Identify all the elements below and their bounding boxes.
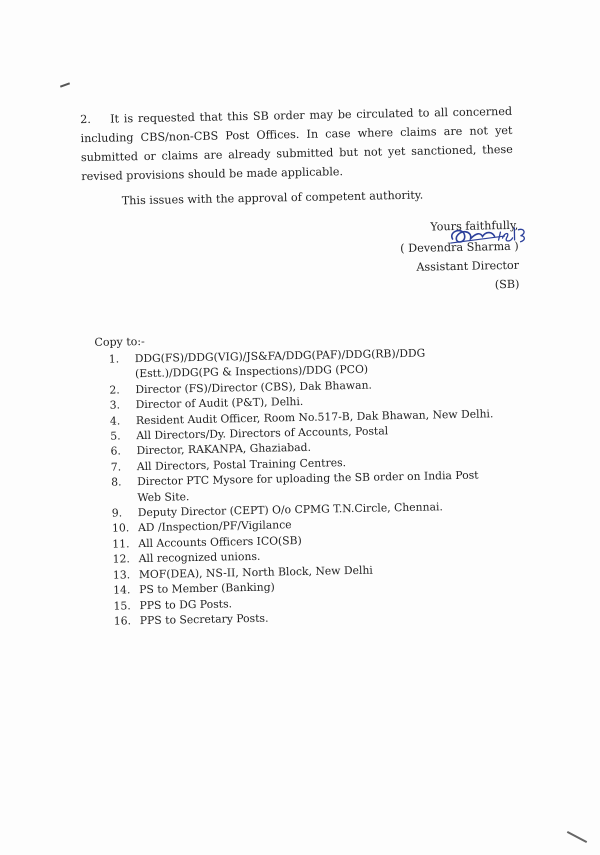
item-text: Director of Audit (P&T), Delhi. [135, 395, 304, 412]
item-text: PS to Member (Banking) [139, 580, 275, 597]
item-number: 13. [112, 567, 131, 582]
item-text: MOF(DEA), NS-II, North Block, New Delhi [138, 563, 373, 581]
paragraph-text: It is requested that this SB order may be circulated to all concerned including CBS/non-CBS Post Offices. In case where claims are not yet submitted or claims are already submitted but not yet sanctioned, these revised provisions should be made applicable. [80, 104, 513, 184]
item-number: 15. [113, 598, 131, 613]
item-number: 7. [110, 460, 122, 474]
item-text: Deputy Director (CEPT) O/o CPMG T.N.Circle, Chennai. [137, 500, 443, 520]
item-text: All recognized unions. [138, 550, 261, 566]
item-number: 1. [108, 352, 120, 366]
item-number: 4. [109, 414, 121, 428]
item-text: All Directors, Postal Training Centres. [136, 455, 347, 473]
item-text: PPS to Secretary Posts. [139, 611, 269, 628]
item-number: 14. [113, 583, 131, 597]
item-number: 8. [111, 475, 122, 489]
copy-to-list [109, 344, 504, 629]
item-number: 9. [111, 506, 123, 520]
item-text: All Accounts Officers ICO(SB) [138, 533, 302, 550]
item-number: 16. [113, 614, 132, 628]
item-number: 2. [109, 383, 120, 397]
item-text: Director PTC Mysore for uploading the SB order on India Post Web Site. [137, 468, 479, 504]
signatory-designation: Assistant Director (SB) [416, 258, 520, 292]
item-number: 5. [110, 429, 121, 443]
signatory-name: ( Devendra Sharma ) [400, 239, 519, 256]
item-number: 12. [112, 552, 130, 566]
item-text: PPS to DG Posts. [139, 596, 233, 612]
paragraph-2 [80, 102, 513, 186]
item-text: All Directors/Dy. Directors of Accounts, Postal [136, 424, 389, 443]
item-text: DDG(FS)/DDG(VIG)/JS&FA/DDG(PAF)/DDG(RB)/DDG (Estt.)/DDG(PG & Inspections)/DDG (PCO) [134, 346, 426, 381]
item-text: Director, RAKANPA, Ghaziabad. [136, 441, 312, 458]
item-text: Director (FS)/Director (CBS), Dak Bhawan. [135, 378, 373, 396]
item-number: 11. [112, 537, 130, 551]
copy-to-heading: Copy to:- [94, 334, 145, 349]
item-text: AD /Inspection/PF/Vigilance [137, 518, 292, 535]
item-text: Resident Audit Officer, Room No.517-B, Dak Bhawan, New Delhi. [135, 406, 494, 427]
item-number: 10. [111, 521, 130, 536]
handwritten-signature [442, 218, 533, 256]
salutation: Yours faithfully, [430, 218, 519, 234]
approval-line: This issues with the approval of competent authority. [121, 188, 424, 208]
paragraph-number: 2. [80, 112, 92, 127]
item-number: 6. [110, 444, 122, 459]
item-number: 3. [109, 398, 121, 412]
